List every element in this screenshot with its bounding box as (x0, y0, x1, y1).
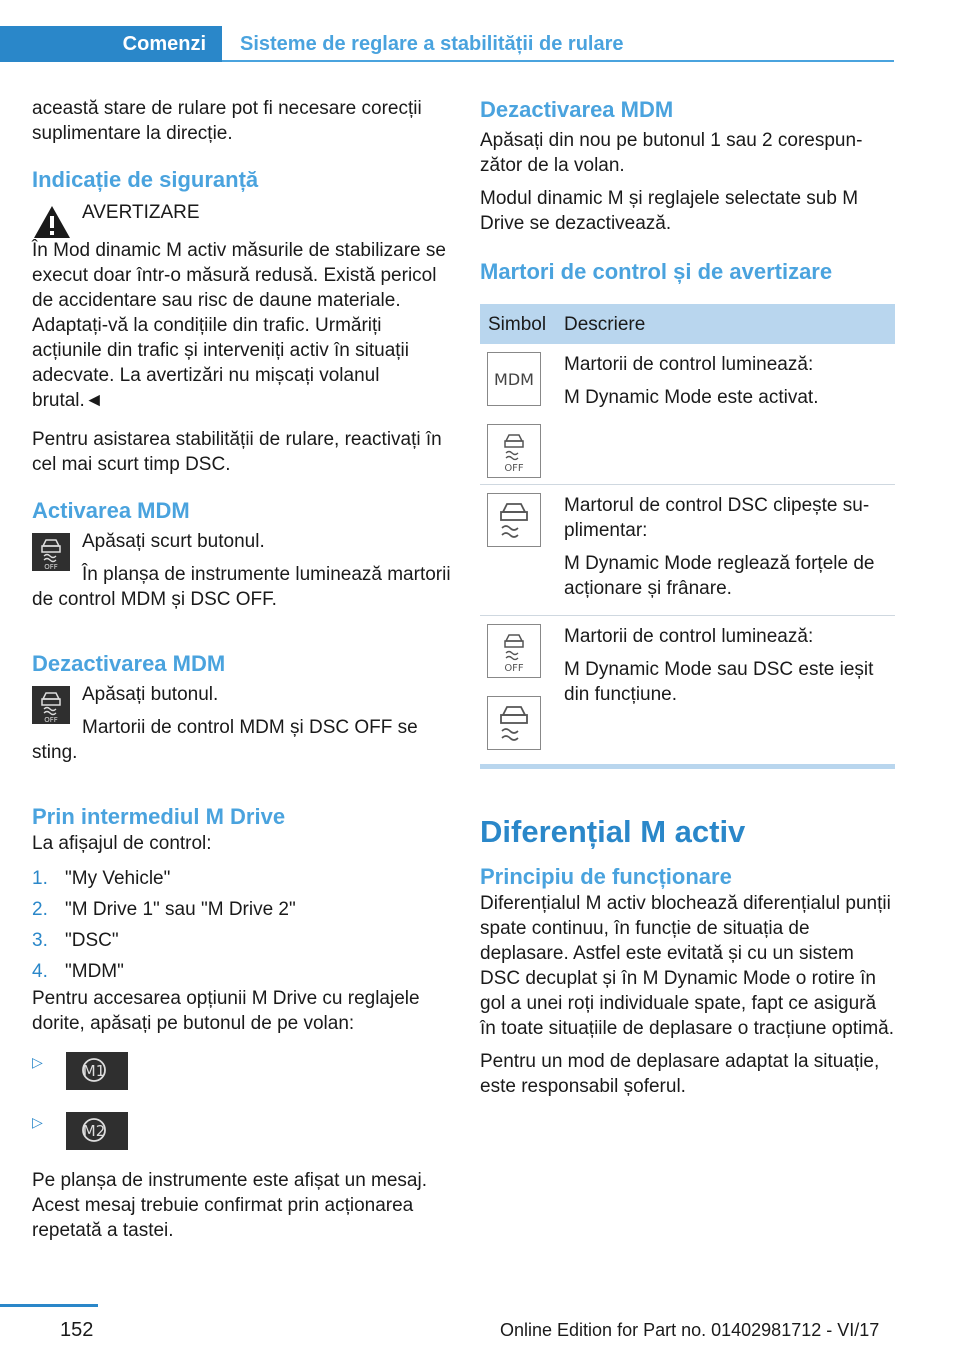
activate-line-2: În planșa de instrumente luminează martorii de control MDM și DSC OFF. (32, 564, 451, 610)
activate-line-1: Apăsați scurt butonul. (82, 531, 265, 552)
diff-heading: Diferențial M activ (480, 814, 746, 849)
deactivate-heading-left: Dezactivarea MDM (32, 651, 226, 676)
table-row (480, 616, 895, 761)
dsc-off-button-icon (32, 686, 70, 724)
chapter-tab[interactable]: Comenzi (0, 26, 222, 62)
deactivate-line-2: Martorii de control MDM și DSC OFF se sting. (32, 717, 418, 763)
deactivate-right-line-2: Modul dinamic M și reglajele selectate sub M Drive se dezactivează. (480, 188, 859, 234)
col-symbol: Simbol (480, 304, 556, 344)
section-title[interactable]: Sisteme de reglare a stabilității de rulare (240, 33, 624, 55)
activate-block (32, 529, 452, 571)
mdrive-heading: Prin intermediul M Drive (32, 804, 286, 829)
principle-paragraph: Diferențialul M activ blochează diferențialul punții spate continuu, în funcție de situația de deplasare. Astfel este evitată și cu un sistem DSC decuplat și în M Dynamic Mode o rotire în gol a unei roți individuale spate, fapt ce asigură în toate situațiile de deplasare o tracțiune optimă. (480, 893, 895, 1039)
off-symbol-text: OFF (504, 463, 524, 474)
m1-label: M1 (82, 1062, 106, 1080)
deactivate-right-line-1: Apăsați din nou pe butonul 1 sau 2 corespunzător de la volan. (480, 130, 863, 176)
list-item (32, 866, 452, 891)
m2-bullet (32, 1110, 452, 1156)
row-1-line-2: M Dynamic Mode este activat. (564, 387, 819, 408)
table-header-row (480, 304, 895, 344)
left-column (32, 96, 452, 1251)
step-text: "MDM" (65, 961, 124, 982)
table-bottom-rule (480, 764, 895, 769)
m2-button-icon (66, 1112, 128, 1150)
indicators-heading: Martori de control și de avertizare (480, 259, 833, 284)
step-number: 2. (32, 899, 48, 920)
warning-triangle-icon (32, 204, 72, 240)
warning-block (32, 200, 452, 244)
step-text: "DSC" (65, 930, 119, 951)
header-rule (222, 60, 894, 62)
svg-text:OFF: OFF (44, 563, 58, 571)
edition-note: Online Edition for Part no. 01402981712 - VI/17 (500, 1320, 880, 1340)
warning-text: În Mod dinamic M activ măsurile de stabilizare se execut doar într-o măsură redusă. Există pericol de accidentare sau risc de daune materiale. Adaptați-vă la condițiile din trafic. Urmăriți acțiunile din trafic și interveniți activ în situații adecvate. La avertizări nu mișcați volanul brutal.◄ (32, 240, 446, 411)
assist-paragraph: Pentru asistarea stabilității de rulare, reactivați în cel mai scurt timp DSC. (32, 429, 442, 475)
m2-label: M2 (82, 1122, 106, 1140)
step-text: "My Vehicle" (65, 868, 171, 889)
bullet-arrow-icon: ▷ (32, 1054, 43, 1070)
step-number: 3. (32, 930, 48, 951)
list-item (32, 897, 452, 922)
row-1-line-1: Martorii de control luminează: (564, 354, 814, 375)
step-text: "M Drive 1" sau "M Drive 2" (65, 899, 296, 920)
m1-bullet (32, 1050, 452, 1096)
mdm-indicator-icon (487, 352, 541, 406)
list-item (32, 928, 452, 953)
step-number: 4. (32, 961, 48, 982)
indicator-table (480, 304, 895, 760)
intro-paragraph: această stare de rulare pot fi necesare corecții suplimentare la direcție. (32, 98, 422, 144)
mdm-symbol-text: MDM (494, 370, 534, 389)
table-row (480, 485, 895, 616)
mdrive-intro: La afișajul de control: (32, 833, 212, 854)
dsc-indicator-icon (487, 696, 541, 750)
step-number: 1. (32, 868, 48, 889)
principle-heading: Principiu de funcționare (480, 864, 732, 889)
access-paragraph: Pentru accesarea opțiunii M Drive cu reglajele dorite, apăsați pe butonul de pe volan: (32, 988, 420, 1034)
footer-rule (0, 1304, 98, 1307)
row-3-line-1: Martorii de control luminează: (564, 626, 814, 647)
message-paragraph: Pe planșa de instrumente este afișat un mesaj. Acest mesaj trebuie confirmat prin acționarea repetată a tastei. (32, 1170, 428, 1241)
page-number: 152 (60, 1319, 94, 1341)
svg-text:OFF: OFF (44, 716, 58, 724)
m1-button-icon (66, 1052, 128, 1090)
row-3-line-2: M Dynamic Mode sau DSC este ieșit din funcțiune. (564, 659, 874, 705)
steps-list (32, 866, 452, 984)
warning-title: AVERTIZARE (82, 202, 200, 223)
deactivate-block-left (32, 682, 452, 724)
safety-heading: Indicație de siguranță (32, 167, 259, 192)
activate-heading: Activarea MDM (32, 498, 190, 523)
right-column (480, 96, 895, 1107)
col-description: Descriere (556, 304, 895, 344)
deactivate-line-1: Apăsați butonul. (82, 684, 219, 705)
row-2-line-2: M Dynamic Mode reglează forțele de acționare și frânare. (564, 553, 875, 599)
dsc-indicator-icon (487, 493, 541, 547)
table-row (480, 344, 895, 485)
dsc-off-indicator-icon (487, 624, 541, 678)
dsc-off-indicator-icon (487, 424, 541, 478)
page-header (0, 26, 894, 62)
off-symbol-text: OFF (504, 663, 524, 674)
bullet-arrow-icon: ▷ (32, 1114, 43, 1130)
row-2-line-1: Martorul de control DSC clipește suplimentar: (564, 495, 870, 541)
list-item (32, 959, 452, 984)
deactivate-heading-right: Dezactivarea MDM (480, 97, 674, 122)
dsc-off-button-icon (32, 533, 70, 571)
driver-paragraph: Pentru un mod de deplasare adaptat la situație, este responsabil șoferul. (480, 1051, 880, 1097)
